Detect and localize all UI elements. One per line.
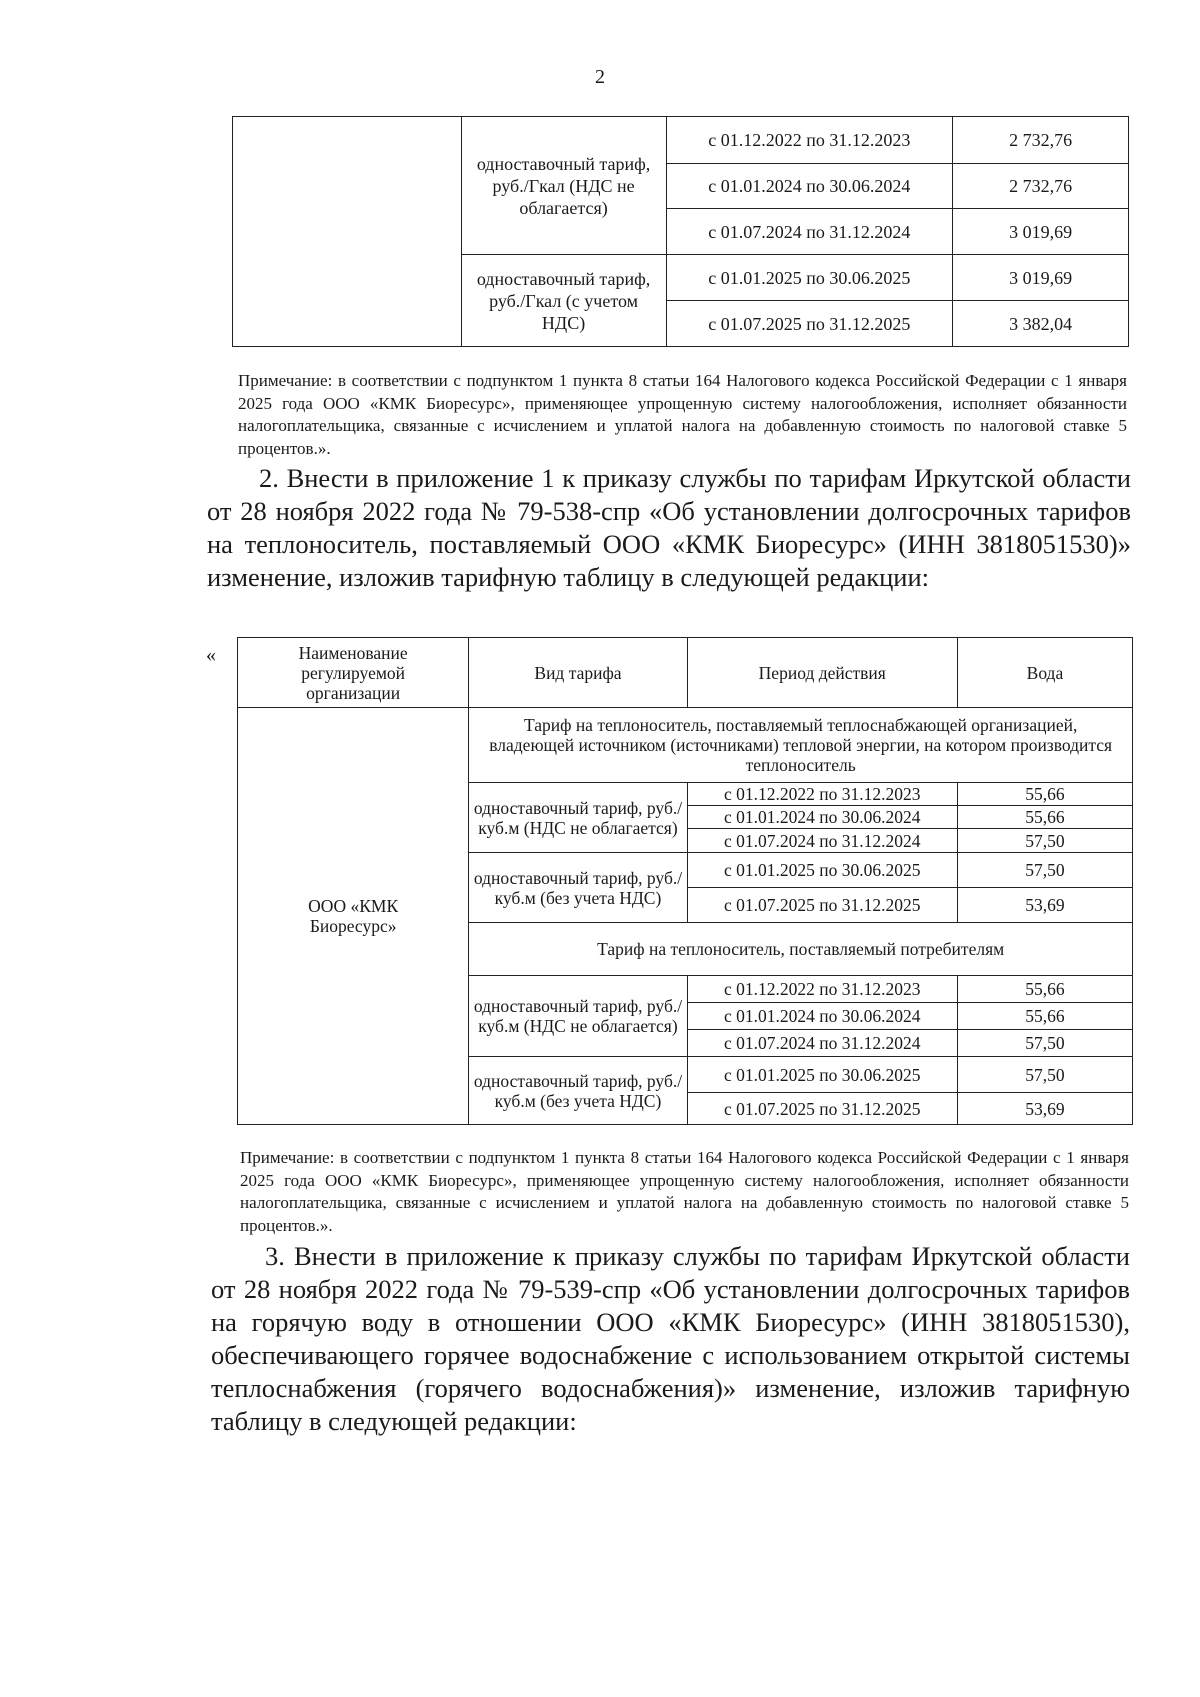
paragraph-2-text: 2. Внести в приложение 1 к приказу службы по тарифам Иркутской области от 28 ноября 2022 года № 79-538-спр «Об установлении долгосрочных тарифов на теплоноситель, поставляемый ООО «КМК Биоресурс» (ИНН 3818051530)» изменение, изложив тарифную таблицу в следующей редакции: (207, 463, 1131, 592)
value-cell: 55,66 (957, 1003, 1132, 1030)
paragraph-3-text: 3. Внести в приложение к приказу службы по тарифам Иркутской области от 28 ноября 2022 года № 79-539-спр «Об установлении долгосрочных тарифов на горячую воду в отношении ООО «КМК Биоресурс» (ИНН 3818051530), обеспечивающего горячее водоснабжение с использованием открытой системы теплоснабжения (горячего водоснабжения)» изменение, изложив тарифную таблицу в следующей редакции: (211, 1241, 1130, 1436)
heat-tariff-table-continued (232, 116, 1129, 347)
tariff-type-cell: одноставочный тариф, руб./куб.м (без учета НДС) (469, 1057, 687, 1125)
org-cell-empty (233, 117, 462, 347)
value-cell: 55,66 (957, 976, 1132, 1003)
tariff-type-cell: одноставочный тариф, руб./куб.м (без учета НДС) (469, 853, 687, 923)
period-cell: с 01.07.2024 по 31.12.2024 (687, 829, 957, 853)
value-cell: 2 732,76 (953, 164, 1129, 209)
value-cell: 2 732,76 (953, 117, 1129, 164)
header-water: Вода (957, 638, 1132, 708)
coolant-tariff-table (237, 637, 1133, 1125)
period-cell: с 01.01.2025 по 30.06.2025 (666, 255, 953, 301)
value-cell: 55,66 (957, 783, 1132, 806)
header-tariff: Вид тарифа (469, 638, 687, 708)
period-cell: с 01.01.2024 по 30.06.2024 (687, 806, 957, 829)
value-cell: 3 382,04 (953, 301, 1129, 347)
tariff-type-cell: одноставочный тариф, руб./куб.м (НДС не облагается) (469, 976, 687, 1057)
period-cell: с 01.01.2024 по 30.06.2024 (666, 164, 953, 209)
header-period: Период действия (687, 638, 957, 708)
period-cell: с 01.01.2025 по 30.06.2025 (687, 1057, 957, 1093)
tariff-type-cell: одноставочный тариф, руб./Гкал (НДС не облагается) (461, 117, 666, 255)
value-cell: 3 019,69 (953, 255, 1129, 301)
value-cell: 53,69 (957, 1093, 1132, 1125)
paragraph-3 (211, 1240, 1130, 1438)
note-vat: Примечание: в соответствии с подпунктом 1 пункта 8 статьи 164 Налогового кодекса Российской Федерации с 1 января 2025 года ООО «КМК Биоресурс», применяющее упрощенную систему налогообложения, исполняет обязанности налогоплательщика, связанные с исчислением и уплатой налога на добавленную стоимость по налоговой ставке 5 процентов.». (238, 371, 1127, 458)
section-title: Тариф на теплоноситель, поставляемый потребителям (469, 923, 1133, 976)
period-cell: с 01.07.2025 по 31.12.2025 (687, 888, 957, 923)
value-cell: 55,66 (957, 806, 1132, 829)
paragraph-2 (207, 462, 1131, 594)
page-number: 2 (595, 66, 605, 88)
period-cell: с 01.12.2022 по 31.12.2023 (687, 783, 957, 806)
section-title: Тариф на теплоноситель, поставляемый теплоснабжающей организацией, владеющей источником (источниками) тепловой энергии, на котором производится теплоноситель (469, 708, 1133, 783)
opening-quote: « (206, 644, 216, 666)
period-cell: с 01.07.2024 по 31.12.2024 (687, 1030, 957, 1057)
period-cell: с 01.12.2022 по 31.12.2023 (666, 117, 953, 164)
value-cell: 57,50 (957, 829, 1132, 853)
tariff-type-cell: одноставочный тариф, руб./Гкал (с учетом НДС) (461, 255, 666, 347)
tariff-type-cell: одноставочный тариф, руб./куб.м (НДС не облагается) (469, 783, 687, 853)
period-cell: с 01.07.2025 по 31.12.2025 (666, 301, 953, 347)
organization-cell: ООО «КМК Биоресурс» (238, 708, 469, 1125)
period-cell: с 01.01.2025 по 30.06.2025 (687, 853, 957, 888)
period-cell: с 01.07.2024 по 31.12.2024 (666, 209, 953, 255)
header-org: Наименование регулируемой организации (238, 638, 469, 708)
value-cell: 57,50 (957, 853, 1132, 888)
value-cell: 57,50 (957, 1030, 1132, 1057)
period-cell: с 01.01.2024 по 30.06.2024 (687, 1003, 957, 1030)
note-vat-2: Примечание: в соответствии с подпунктом 1 пункта 8 статьи 164 Налогового кодекса Российской Федерации с 1 января 2025 года ООО «КМК Биоресурс», применяющее упрощенную систему налогообложения, исполняет обязанности налогоплательщика, связанные с исчислением и уплатой налога на добавленную стоимость по налоговой ставке 5 процентов.». (240, 1148, 1129, 1235)
period-cell: с 01.12.2022 по 31.12.2023 (687, 976, 957, 1003)
period-cell: с 01.07.2025 по 31.12.2025 (687, 1093, 957, 1125)
value-cell: 3 019,69 (953, 209, 1129, 255)
value-cell: 53,69 (957, 888, 1132, 923)
value-cell: 57,50 (957, 1057, 1132, 1093)
